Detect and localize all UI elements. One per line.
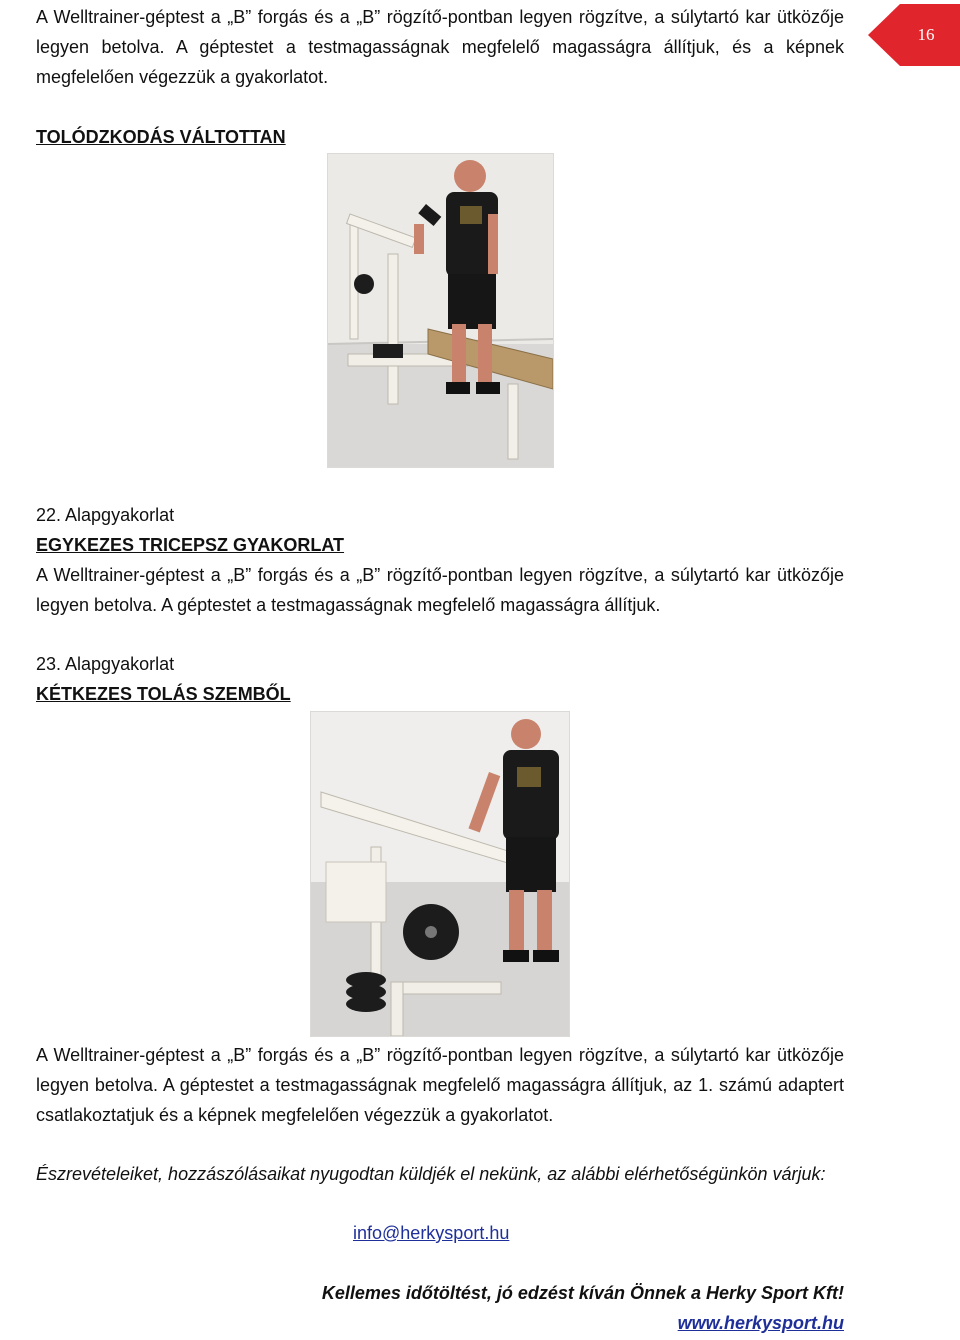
feedback-text: Észrevételeiket, hozzászólásaikat nyugodtan küldjék el nekünk, az alábbi elérhetőségünkön várjuk: [36,1164,826,1184]
photo-illustration-2 [311,712,569,1036]
intro-paragraph: A Welltrainer-géptest a „B” forgás és a „B” rögzítő-pontban legyen rögzítve, a súlytartó kar ütközője legyen betolva. A géptestet a testmagasságnak megfelelő magasságra állítjuk, és a képnek megfelelően végezzük a gyakorlatot. [36,7,844,87]
page-number: 16 [917,25,935,44]
exercise-22-heading: EGYKEZES TRICEPSZ GYAKORLAT [36,535,345,555]
closing-message: Kellemes időtöltést, jó edzést kíván Önnek a Herky Sport Kft! [321,1283,844,1303]
exercise-23-label: 23. Alapgyakorlat [36,654,175,674]
website-link[interactable]: www.herkysport.hu [677,1313,844,1333]
exercise-23-description: A Welltrainer-géptest a „B” forgás és a „B” rögzítő-pontban legyen rögzítve, a súlytartó kar ütközője legyen betolva. A géptestet a testmagasságnak megfelelő magasságra állítjuk, az 1. számú adaptert csatlakoztatjuk és a képnek megfelelően végezzük a gyakorlatot. [36,1045,844,1125]
exercise-photo-1 [327,153,554,468]
exercise-22-description: A Welltrainer-géptest a „B” forgás és a „B” rögzítő-pontban legyen rögzítve, a súlytartó kar ütközője legyen betolva. A géptestet a testmagasságnak megfelelő magasságra állítjuk. [36,565,844,615]
section-heading-push-alternating: TOLÓDZKODÁS VÁLTOTTAN [36,127,286,147]
page-number-badge [868,4,960,66]
exercise-photo-2 [310,711,570,1037]
photo-illustration-1 [328,154,553,467]
email-link[interactable]: info@herkysport.hu [353,1223,510,1243]
exercise-23-heading: KÉTKEZES TOLÁS SZEMBŐL [36,684,291,704]
exercise-22-label: 22. Alapgyakorlat [36,505,175,525]
